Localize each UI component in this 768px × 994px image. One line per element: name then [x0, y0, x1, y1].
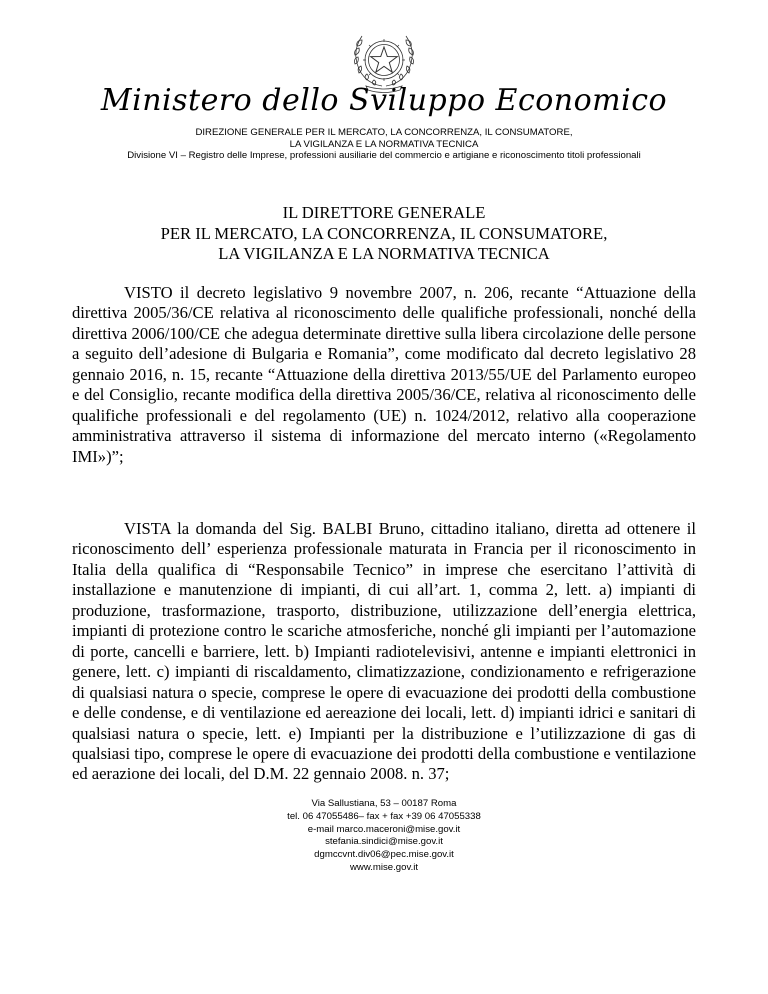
document-title: [0, 203, 768, 265]
directorate-line: LA VIGILANZA E LA NORMATIVA TECNICA: [289, 138, 479, 150]
ministry-name: Ministero dello Sviluppo Economico: [100, 83, 668, 118]
paragraph-visto: VISTO il decreto legislativo 9 novembre 2007, n. 206, recante “Attuazione della direttiva 2005/36/CE relativa al riconoscimento delle qualifiche professionali, nonché della direttiva 2006/100/CE che adegua determinate direttive sulla libera circolazione delle persone a seguito dell’adesione di Bulgaria e Romania”, come modificato dal decreto legislativo 28 gennaio 2016, n. 15, recante “Attuazione della direttiva 2013/55/UE del Parlamento europeo e del Consiglio, recante modifica della direttiva 2005/36/CE, relativa al riconoscimento delle qualifiche professionali e del regolamento (UE) n. 1024/2012, relativo alla cooperazione amministrativa attraverso il sistema di informazione del mercato interno («Regolamento IMI»)”;: [72, 283, 696, 466]
title-line: IL DIRETTORE GENERALE: [282, 203, 486, 222]
footer-email: stefania.sindici@mise.gov.it: [325, 836, 443, 848]
directorate-header: [0, 127, 768, 162]
division-line: Divisione VI – Registro delle Imprese, professioni ausiliarie del commercio e artigiane e riconoscimento titoli professionali: [127, 150, 641, 161]
footer-website: www.mise.gov.it: [349, 861, 419, 873]
footer-pec: dgmccvnt.div06@pec.mise.gov.it: [314, 849, 454, 861]
directorate-line: DIREZIONE GENERALE PER IL MERCATO, LA CONCORRENZA, IL CONSUMATORE,: [195, 127, 573, 138]
footer-address: Via Sallustiana, 53 – 00187 Roma: [311, 798, 457, 809]
paragraph-vista: VISTA la domanda del Sig. BALBI Bruno, cittadino italiano, diretta ad ottenere il riconoscimento dell’ esperienza professionale maturata in Francia per il riconoscimento in Italia della qualifica di “Responsabile Tecnico” in imprese che esercitano l’attività di installazione e manutenzione di impianti, di cui all’art. 1, comma 2, lett. a) impianti di produzione, trasformazione, trasporto, distribuzione, utilizzazione dell’energia elettrica, impianti di protezione contro le scariche atmosferiche, nonché gli impianti per l’automazione di porte, cancelli e barriere, lett. b) Impianti radiotelevisivi, antenne e impianti elettronici in genere, lett. c) impianti di riscaldamento, climatizzazione, condizionamento e refrigerazione di qualsiasi natura o specie, comprese le opere di evacuazione dei prodotti della combustione e delle condense, e di ventilazione ed aereazione dei locali, lett. d) impianti idrici e sanitari di qualsiasi natura o specie, lett. e) Impianti per la distribuzione e l’utilizzazione di gas di qualsiasi tipo, comprese le opere di evacuazione dei prodotti della combustione e ventilazione ed aerazione dei locali, del D.M. 22 gennaio 2008. n. 37;: [72, 519, 696, 784]
title-line: LA VIGILANZA E LA NORMATIVA TECNICA: [218, 244, 550, 263]
footer-phone: tel. 06 47055486– fax + fax +39 06 47055338: [287, 810, 481, 822]
footer-contacts: [0, 798, 768, 875]
footer-email: e-mail marco.maceroni@mise.gov.it: [307, 823, 461, 835]
title-line: PER IL MERCATO, LA CONCORRENZA, IL CONSUMATORE,: [160, 223, 608, 243]
